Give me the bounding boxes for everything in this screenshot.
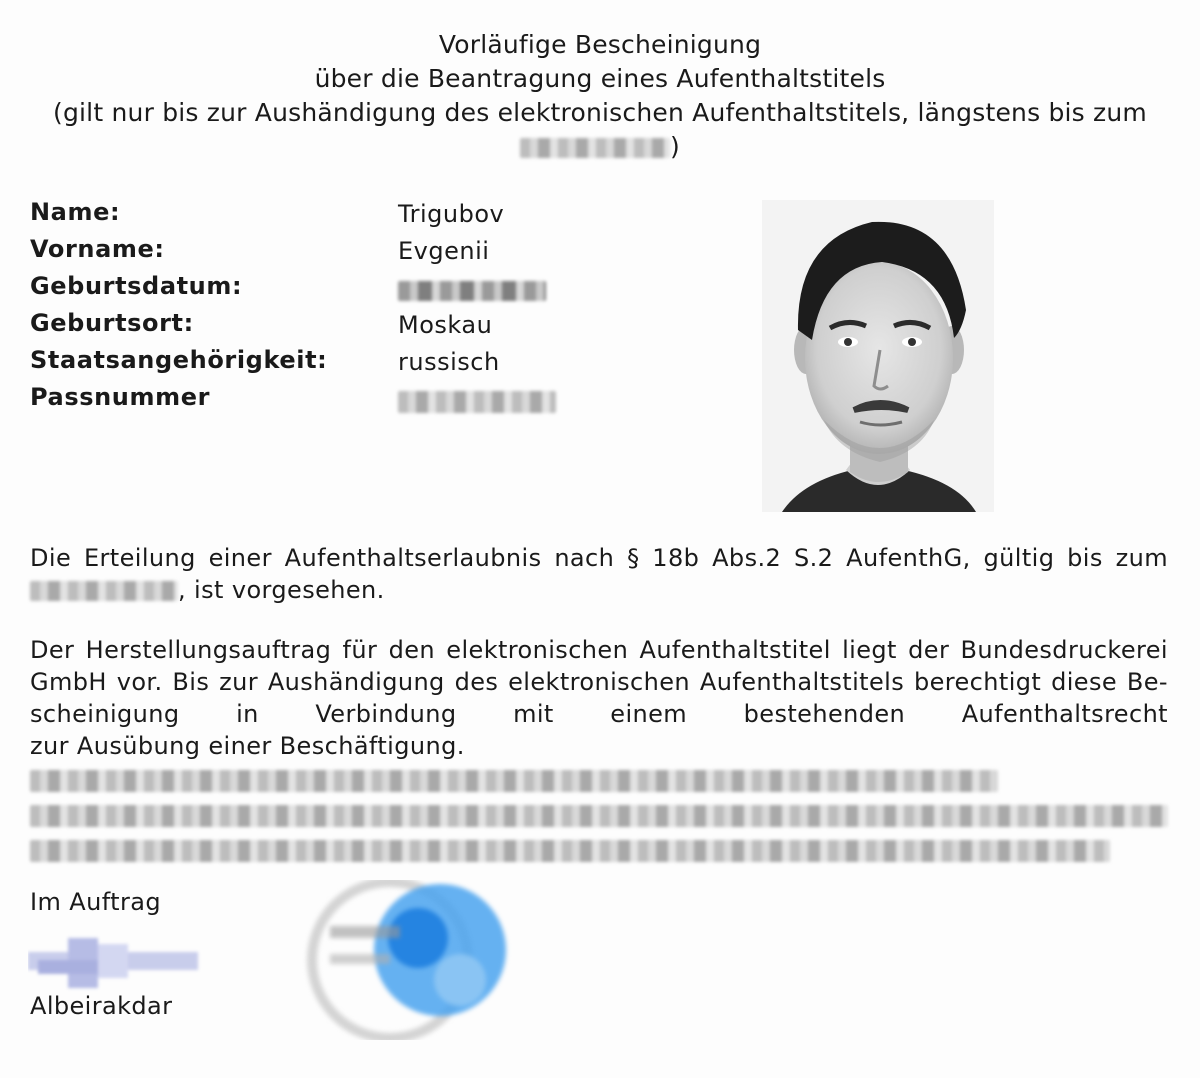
redacted-line [30,805,1168,827]
field-value: Evgenii [398,237,490,265]
paragraph-line: GmbH vor. Bis zur Aushändigung des elektronischen Aufenthaltstitels berechtigt diese Be- [30,668,1168,696]
redacted-line [30,770,998,792]
field-label: Staatsangehörigkeit: [30,346,328,374]
validity-note: (gilt nur bis zur Aushändigung des elektronischen Aufenthaltstitels, längstens bis zum [53,98,1147,127]
field-geburtsort [30,309,590,346]
document-header [30,28,1170,164]
field-staatsangehoerigkeit [30,346,590,383]
official-stamp [290,880,520,1040]
field-passnummer [30,383,590,420]
field-geburtsdatum [30,272,590,309]
redacted-passport-number [398,391,556,413]
paragraph-line: Der Herstellungsauftrag für den elektronischen Aufenthaltstitel liegt der Bundesdruckerei [30,636,1168,664]
residence-permit-paragraph [30,542,1168,606]
paragraph-line: zur Ausübung einer Beschäftigung. [30,732,465,760]
field-label: Vorname: [30,235,165,263]
paragraph-line: scheinigung in Verbindung mit einem bestehenden Aufenthaltsrecht [30,700,1168,728]
field-value-redacted [398,385,556,413]
field-label: Geburtsort: [30,309,194,337]
field-vorname [30,235,590,272]
paragraph-line: Die Erteilung einer Aufenthaltserlaubnis nach § 18b Abs.2 S.2 AufenthG, gültig bis zum [30,544,1168,572]
field-label: Name: [30,198,121,226]
validity-date-line [30,130,1170,164]
production-order-paragraph [30,634,1168,762]
paragraph-line-suffix: , ist vorgesehen. [178,576,385,604]
redacted-birthdate [398,281,546,301]
document-subtitle: über die Beantragung eines Aufenthaltstitels [314,64,886,93]
redacted-valid-until-date [30,581,178,601]
portrait-image [762,200,994,512]
redacted-line [30,840,1110,862]
paragraph-line [30,574,1168,606]
redacted-paragraph [30,770,1170,875]
passport-photo [762,200,994,512]
validity-note-close: ) [670,132,680,161]
field-name [30,198,590,235]
personal-data [30,198,590,420]
field-value-redacted [398,274,546,302]
field-label: Passnummer [30,383,211,411]
field-value: Moskau [398,311,493,339]
signature-label: Im Auftrag [30,888,161,916]
document-title: Vorläufige Bescheinigung [438,30,762,59]
signatory-name: Albeirakdar [30,992,173,1020]
field-value: Trigubov [398,200,505,228]
redacted-date [520,138,670,158]
field-value: russisch [398,348,500,376]
field-label: Geburtsdatum: [30,272,243,300]
